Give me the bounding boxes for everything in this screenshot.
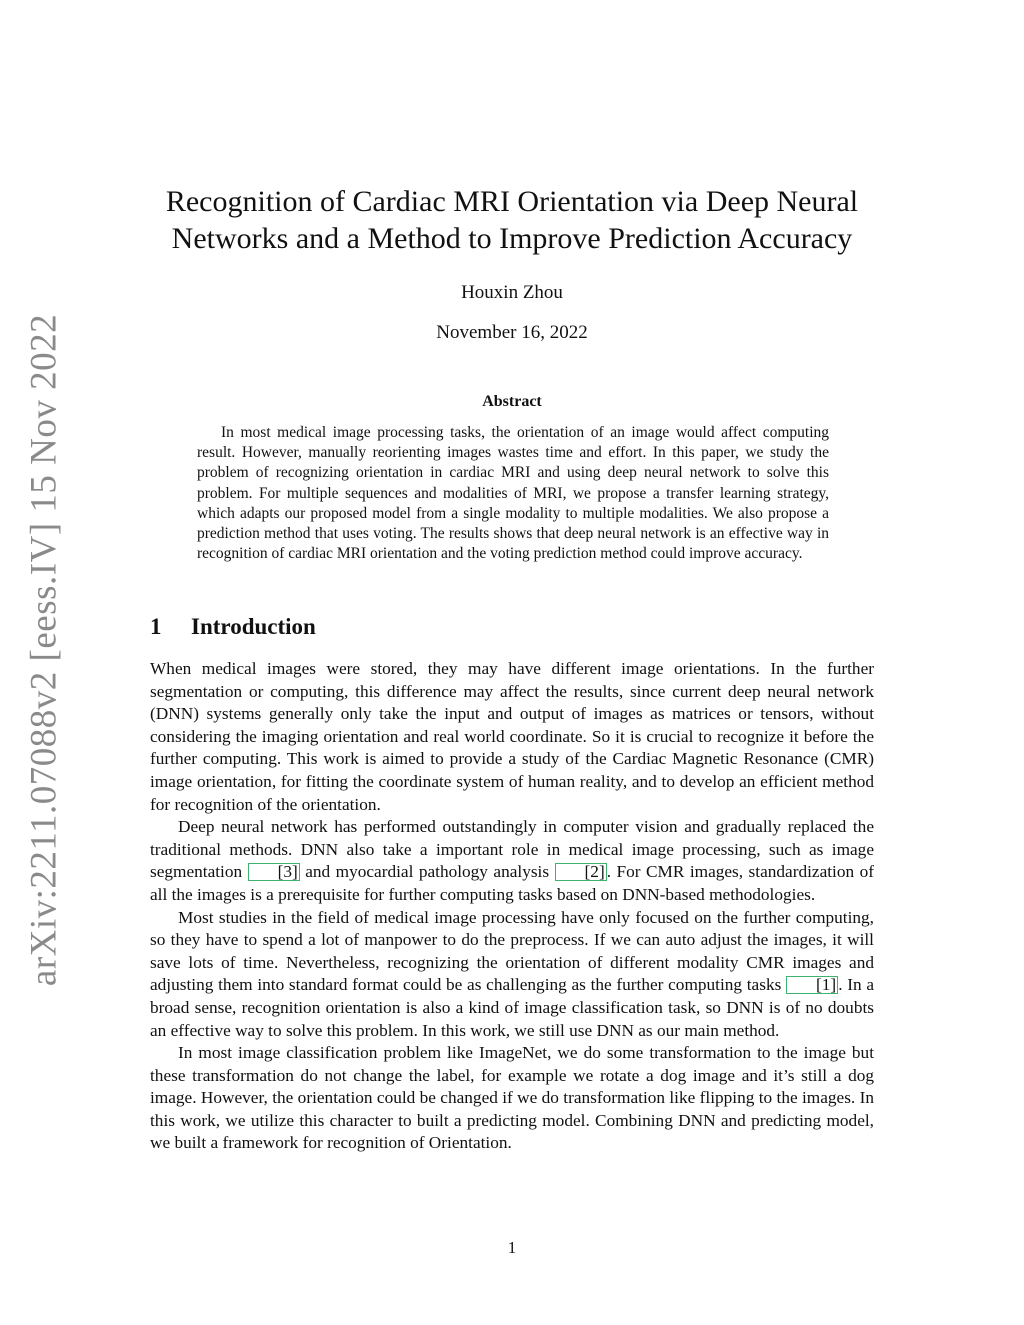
introduction-body — [150, 658, 874, 1155]
paragraph-4: In most image classification problem like ImageNet, we do some transformation to the image but these transformation do not change the label, for example we rotate a dog image and it’s still a dog image. However, the orientation could be changed if we do transformation like flipping to the images. In this work, we utilize this character to built a predicting model. Combining DNN and predicting model, we built a framework for recognition of Orientation. — [150, 1043, 874, 1153]
paper-title — [150, 183, 874, 257]
section-number: 1 — [150, 614, 162, 639]
abstract-text: In most medical image processing tasks, the orientation of an image would affect computing result. However, manually reorienting images wastes time and effort. In this paper, we study the problem of recognizing orientation in cardiac MRI and using deep neural network to solve this problem. For multiple sequences and modalities of MRI, we propose a transfer learning strategy, which adapts our proposed model from a single modality to multiple modalities. We also propose a prediction method that uses voting. The results shows that deep neural network is an effective way in recognition of cardiac MRI orientation and the voting prediction method could improve accuracy. — [197, 424, 829, 563]
citation-link-1[interactable]: [1] — [786, 976, 838, 994]
citation-link-2[interactable]: [2] — [555, 863, 607, 881]
arxiv-identifier: arXiv:2211.07088v2 [eess.IV] 15 Nov 2022 — [23, 313, 65, 987]
paragraph-3-text-b: . In a broad sense, recognition orientation is also a kind of image classification task, so DNN is of no doubts an effective way to solve this problem. In this work, we still use DNN as our main method. — [150, 975, 874, 1040]
publication-date: November 16, 2022 — [436, 322, 588, 343]
title-line-1: Recognition of Cardiac MRI Orientation via Deep Neural — [165, 185, 859, 218]
citation-link-3[interactable]: [3] — [248, 863, 300, 881]
section-heading — [150, 614, 316, 640]
abstract-heading: Abstract — [482, 393, 542, 410]
paragraph-2 — [150, 816, 874, 906]
paragraph-3-text-a: Most studies in the field of medical image processing have only focused on the further computing, so they have to spend a lot of manpower to do the preprocess. If we can auto adjust the images, it will save lots of time. Nevertheless, recognizing the orientation of different modality CMR images and adjusting them into standard format could be as challenging as the further computing tasks — [150, 907, 874, 995]
paragraph-3 — [150, 907, 874, 1043]
author-name: Houxin Zhou — [461, 282, 563, 303]
title-line-2: Networks and a Method to Improve Prediction Accuracy — [171, 222, 853, 255]
paragraph-1: When medical images were stored, they may have different image orientations. In the further segmentation or computing, this difference may affect the results, since current deep neural network (DNN) systems generally only take the input and output of images as matrices or tensors, without considering the imaging orientation and real world coordinate. So it is crucial to recognize it before the further computing. This work is aimed to provide a study of the Cardiac Magnetic Resonance (CMR) image orientation, for fitting the coordinate system of human reality, and to develop an efficient method for recognition of the orientation. — [150, 659, 874, 814]
page-number: 1 — [507, 1238, 517, 1257]
paragraph-2-text-a: Deep neural network has performed outstandingly in computer vision and gradually replaced the traditional methods. DNN also take a important role in medical image processing, such as image segmentation — [150, 817, 874, 882]
paragraph-2-text-c: . For CMR images, standardization of all the images is a prerequisite for further computing tasks based on DNN-based methodologies. — [150, 862, 874, 904]
paragraph-2-text-b: and myocardial pathology analysis — [299, 862, 555, 882]
section-title: Introduction — [191, 614, 316, 639]
